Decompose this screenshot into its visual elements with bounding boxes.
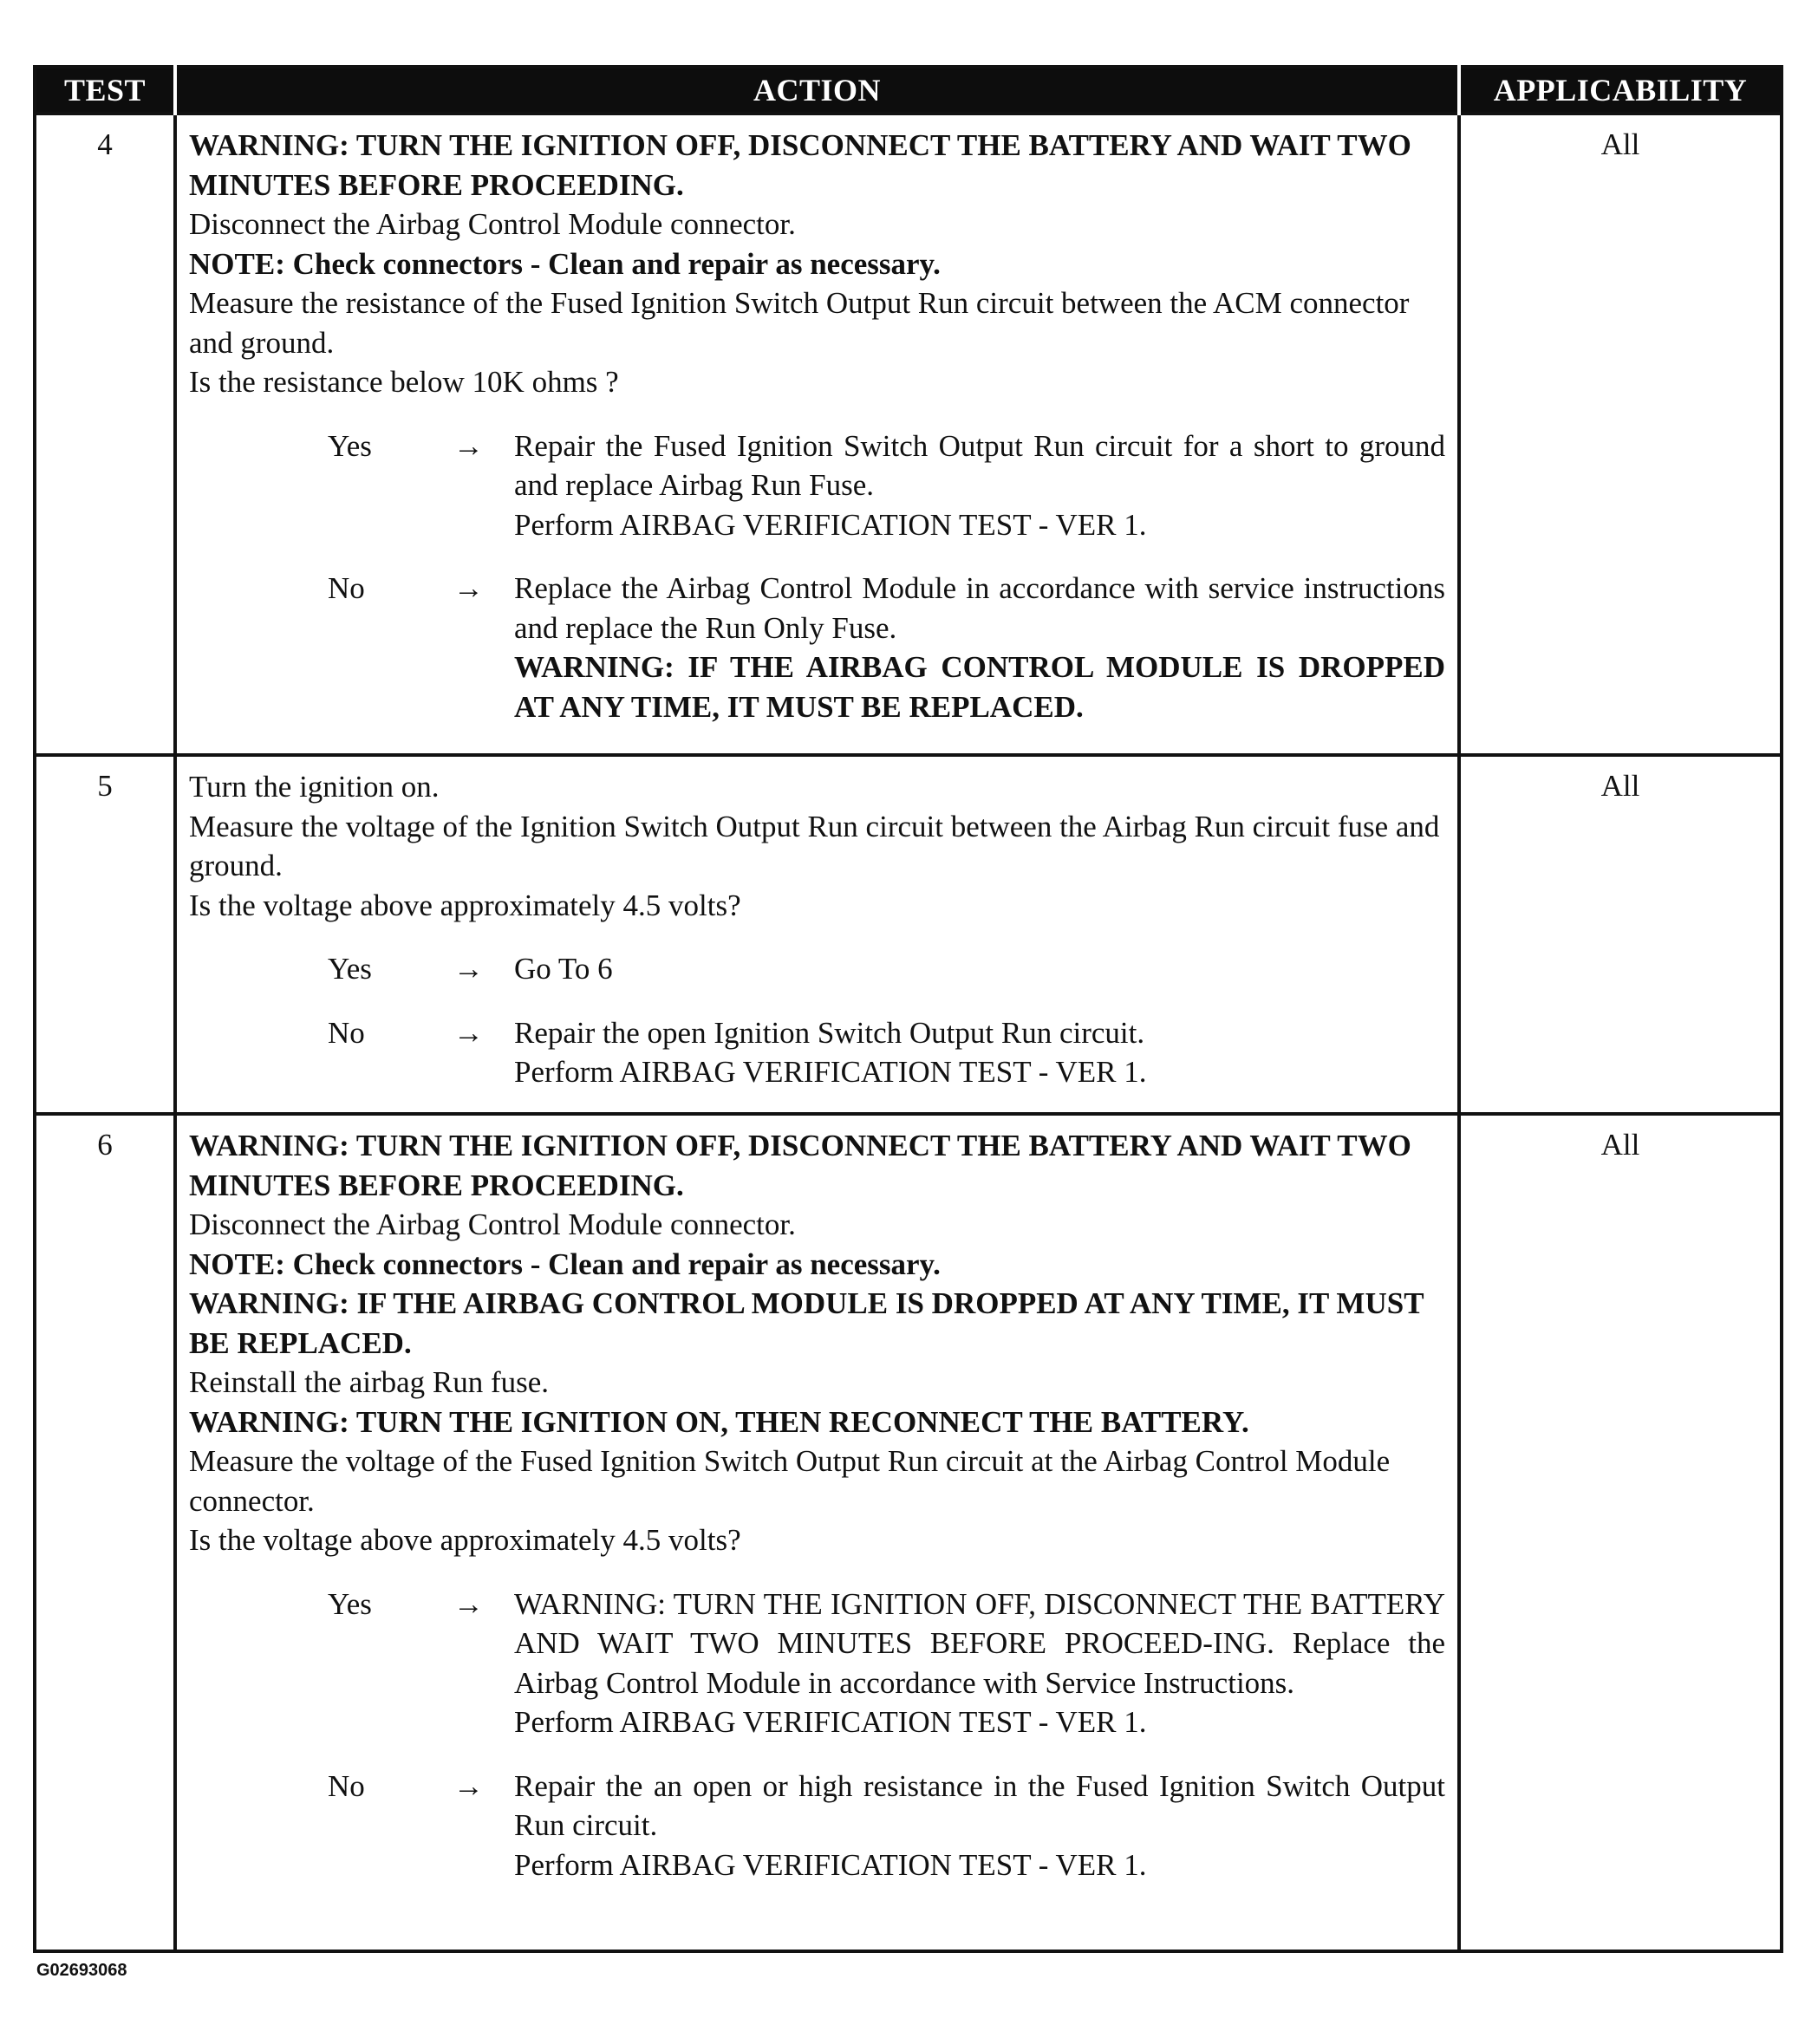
warning-text: WARNING: TURN THE IGNITION OFF, DISCONNECT THE BATTERY AND WAIT TWO MINUTES BEFORE PROCEEDING. bbox=[189, 1129, 1411, 1202]
warning-text: NOTE: Check connectors - Clean and repair as necessary. bbox=[189, 1247, 941, 1281]
outcome-text: Repair the Fused Ignition Switch Output Run circuit for a short to ground and replace Airbag Run Fuse. bbox=[514, 428, 1445, 502]
yes-outcome bbox=[514, 949, 1445, 989]
arrow-icon: → bbox=[453, 1015, 484, 1050]
outcome-text: Repair the an open or high resistance in the Fused Ignition Switch Output Run circuit. bbox=[514, 1768, 1445, 1842]
instruction-text: Disconnect the Airbag Control Module connector. bbox=[189, 207, 796, 241]
table-row bbox=[35, 114, 1782, 755]
no-label: No bbox=[328, 1768, 365, 1803]
yes-outcome bbox=[514, 1585, 1445, 1742]
action-cell bbox=[175, 114, 1459, 755]
outcome-text: WARNING: TURN THE IGNITION OFF, DISCONNECT THE BATTERY AND WAIT TWO MINUTES BEFORE PROCEED-ING. Replace the Airbag Control Module in accordance with Service Instructions. bbox=[514, 1586, 1445, 1700]
warning-text: WARNING: TURN THE IGNITION OFF, DISCONNECT THE BATTERY AND WAIT TWO MINUTES BEFORE PROCEEDING. bbox=[189, 128, 1411, 202]
no-label: No bbox=[328, 1015, 365, 1050]
instruction-text: Reinstall the airbag Run fuse. bbox=[189, 1365, 550, 1399]
instruction-text: Turn the ignition on. bbox=[189, 770, 440, 804]
yes-label: Yes bbox=[328, 952, 372, 986]
applicability-value: All bbox=[1459, 1114, 1782, 1951]
header-applicability: APPLICABILITY bbox=[1459, 67, 1782, 114]
instruction-text: Measure the voltage of the Ignition Switch Output Run circuit between the Airbag Run circuit fuse and ground. bbox=[189, 809, 1440, 882]
no-outcome bbox=[514, 569, 1445, 726]
yes-branch bbox=[189, 949, 1445, 989]
arrow-icon: → bbox=[453, 1586, 484, 1621]
yes-label: Yes bbox=[328, 1586, 372, 1621]
table-row bbox=[35, 755, 1782, 1114]
test-number: 6 bbox=[35, 1114, 175, 1951]
action-cell bbox=[175, 1114, 1459, 1951]
outcome-text: Repair the open Ignition Switch Output Run circuit. bbox=[514, 1015, 1145, 1050]
applicability-value: All bbox=[1459, 755, 1782, 1114]
arrow-icon: → bbox=[453, 571, 484, 605]
no-branch bbox=[189, 1013, 1445, 1092]
arrow-icon: → bbox=[453, 428, 484, 463]
applicability-value: All bbox=[1459, 114, 1782, 755]
table-body bbox=[35, 114, 1782, 1951]
figure-code: G02693068 bbox=[36, 1961, 127, 1980]
yes-outcome bbox=[514, 426, 1445, 545]
instruction-text: Is the resistance below 10K ohms ? bbox=[189, 365, 619, 399]
warning-text: WARNING: IF THE AIRBAG CONTROL MODULE IS DROPPED AT ANY TIME, IT MUST BE REPLACED. bbox=[514, 650, 1445, 724]
instruction-text: Is the voltage above approximately 4.5 volts? bbox=[189, 888, 741, 922]
outcome-text: Replace the Airbag Control Module in accordance with service instructions and replace the Run Only Fuse. bbox=[514, 571, 1445, 645]
no-label: No bbox=[328, 571, 365, 605]
action-cell bbox=[175, 755, 1459, 1114]
instruction-text: Measure the voltage of the Fused Ignition Switch Output Run circuit at the Airbag Control Module connector. bbox=[189, 1444, 1391, 1518]
outcome-text: Go To 6 bbox=[514, 952, 613, 986]
outcome-text: Perform AIRBAG VERIFICATION TEST - VER 1. bbox=[514, 507, 1147, 542]
warning-text: WARNING: TURN THE IGNITION ON, THEN RECONNECT THE BATTERY. bbox=[189, 1404, 1249, 1439]
table-header bbox=[35, 67, 1782, 114]
no-outcome bbox=[514, 1767, 1445, 1885]
yes-branch bbox=[189, 1585, 1445, 1742]
arrow-icon: → bbox=[453, 1768, 484, 1803]
header-test: TEST bbox=[35, 67, 175, 114]
instruction-text: Measure the resistance of the Fused Ignition Switch Output Run circuit between the ACM connector and ground. bbox=[189, 286, 1410, 360]
test-number: 5 bbox=[35, 755, 175, 1114]
arrow-icon: → bbox=[453, 952, 484, 986]
yes-label: Yes bbox=[328, 428, 372, 463]
header-action: ACTION bbox=[175, 67, 1459, 114]
yes-branch bbox=[189, 426, 1445, 545]
outcome-text: Perform AIRBAG VERIFICATION TEST - VER 1. bbox=[514, 1055, 1147, 1089]
outcome-text: Perform AIRBAG VERIFICATION TEST - VER 1. bbox=[514, 1705, 1147, 1739]
table-row bbox=[35, 1114, 1782, 1951]
test-procedure-table bbox=[33, 65, 1783, 1953]
no-outcome bbox=[514, 1013, 1445, 1092]
outcome-text: Perform AIRBAG VERIFICATION TEST - VER 1. bbox=[514, 1847, 1147, 1882]
instruction-text: Disconnect the Airbag Control Module connector. bbox=[189, 1208, 796, 1241]
instruction-text: Is the voltage above approximately 4.5 volts? bbox=[189, 1523, 741, 1557]
no-branch bbox=[189, 569, 1445, 726]
no-branch bbox=[189, 1767, 1445, 1885]
warning-text: WARNING: IF THE AIRBAG CONTROL MODULE IS DROPPED AT ANY TIME, IT MUST BE REPLACED. bbox=[189, 1286, 1424, 1360]
warning-text: NOTE: Check connectors - Clean and repair as necessary. bbox=[189, 246, 941, 281]
test-number: 4 bbox=[35, 114, 175, 755]
